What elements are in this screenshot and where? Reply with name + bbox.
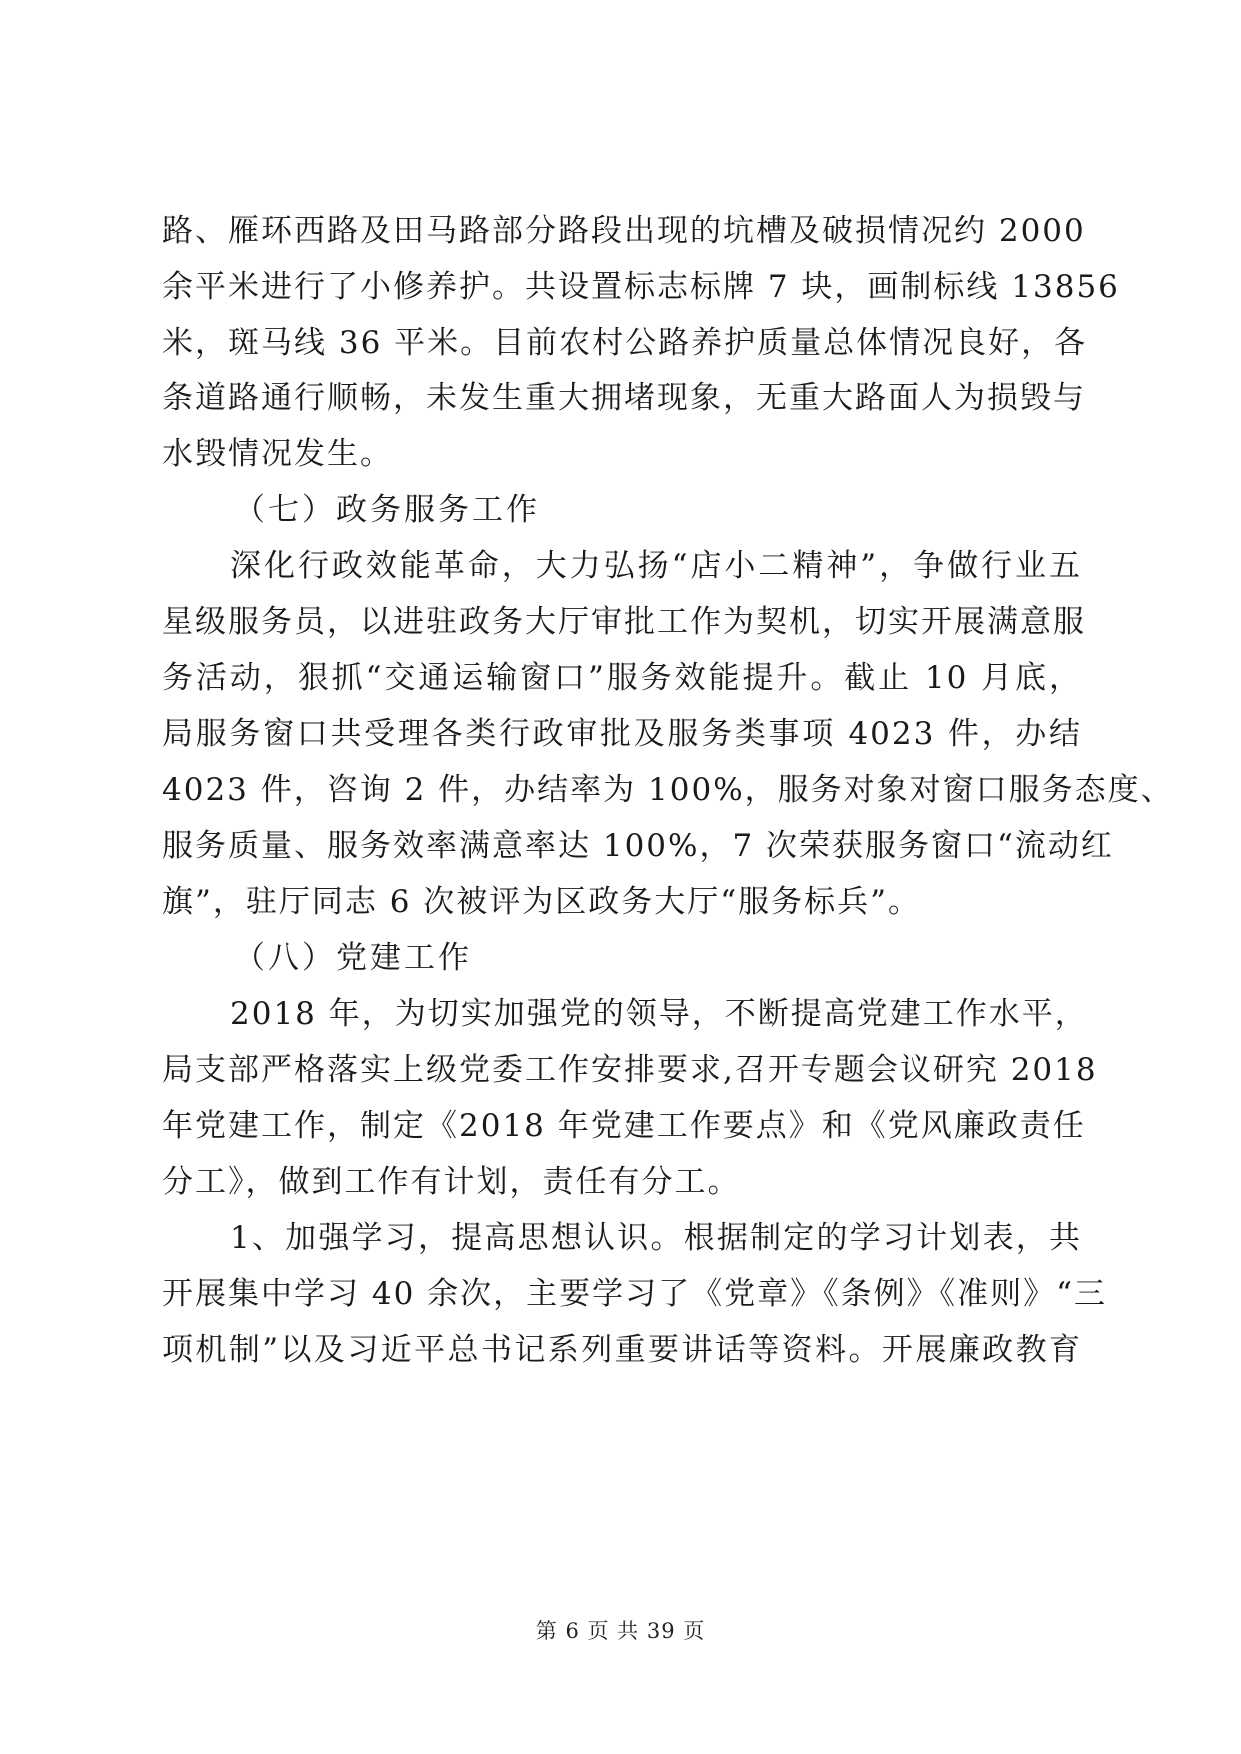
text-line: 局服务窗口共受理各类行政审批及服务类事项 4023 件，办结	[162, 716, 1082, 752]
text-line: 旗”，驻厅同志 6 次被评为区政务大厅“服务标兵”。	[162, 884, 921, 920]
text-line: 余平米进行了小修养护。共设置标志标牌 7 块，画制标线 13856	[162, 269, 1120, 305]
text-line: 路、雁环西路及田马路部分路段出现的坑槽及破损情况约 2000	[162, 213, 1086, 249]
text-line: 深化行政效能革命，大力弘扬“店小二精神”，争做行业五	[230, 548, 1082, 584]
text-line: 分工》，做到工作有计划，责任有分工。	[162, 1164, 741, 1200]
text-line: 务活动，狠抓“交通运输窗口”服务效能提升。截止 10 月底，	[162, 660, 1082, 696]
text-line: 水毁情况发生。	[162, 436, 393, 472]
text-line: 年党建工作，制定《2018 年党建工作要点》和《党风廉政责任	[162, 1108, 1086, 1144]
text-line: 1、加强学习，提高思想认识。根据制定的学习计划表，共	[230, 1220, 1082, 1256]
text-line: 4023 件，咨询 2 件，办结率为 100%，服务对象对窗口服务态度、	[162, 772, 1174, 808]
text-line: 条道路通行顺畅，未发生重大拥堵现象，无重大路面人为损毁与	[162, 380, 1086, 416]
text-line: 米，斑马线 36 平米。目前农村公路养护质量总体情况良好，各	[162, 325, 1088, 361]
text-line: 项机制”以及习近平总书记系列重要讲话等资料。开展廉政教育	[162, 1332, 1082, 1368]
text-line: 开展集中学习 40 余次，主要学习了《党章》《条例》《准则》“三	[162, 1276, 1107, 1312]
section-heading: （七）政务服务工作	[234, 492, 540, 528]
text-line: 服务质量、服务效率满意率达 100%，7 次荣获服务窗口“流动红	[162, 828, 1114, 864]
section-heading: （八）党建工作	[234, 940, 472, 976]
page-footer: 第 6 页 共 39 页	[535, 1619, 706, 1643]
text-line: 局支部严格落实上级党委工作安排要求,召开专题会议研究 2018	[162, 1052, 1098, 1088]
text-line: 2018 年，为切实加强党的领导，不断提高党建工作水平，	[230, 996, 1088, 1032]
text-line: 星级服务员，以进驻政务大厅审批工作为契机，切实开展满意服	[162, 604, 1086, 640]
